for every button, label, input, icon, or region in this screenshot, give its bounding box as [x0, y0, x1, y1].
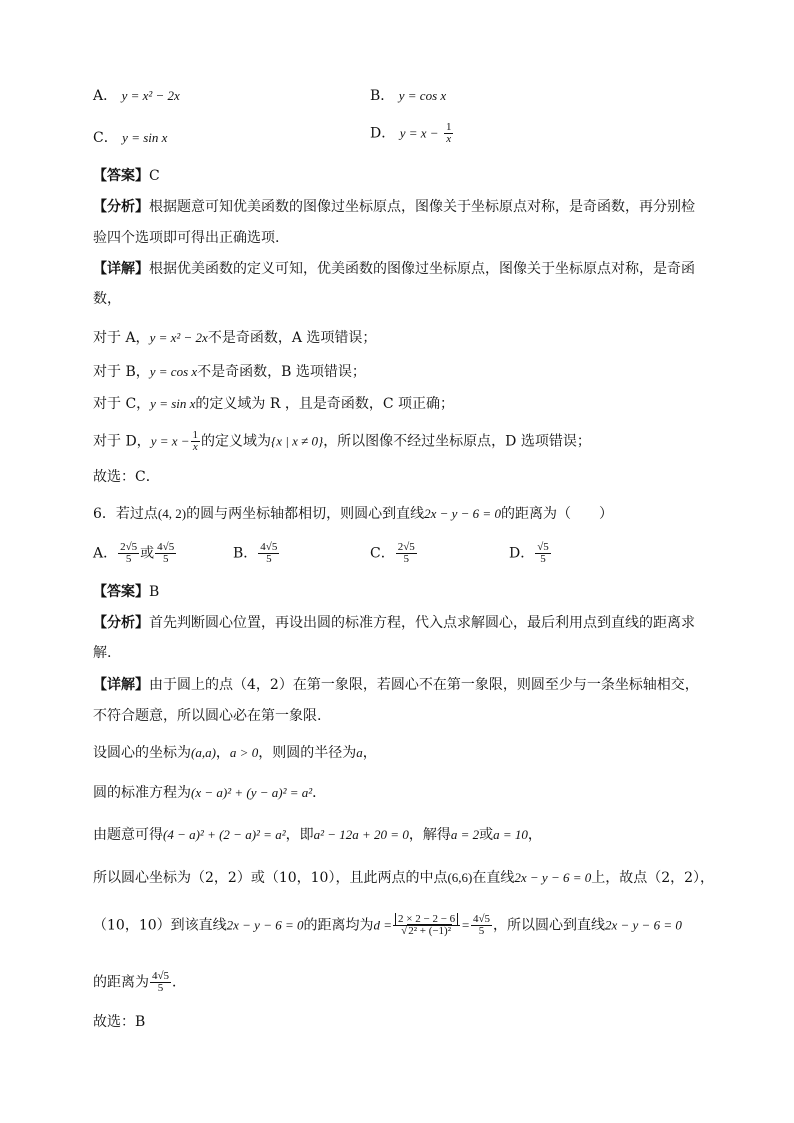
check-a-lead: 对于 A， — [93, 330, 150, 346]
eq-sep: ，即 — [285, 827, 314, 843]
q5-check-c — [93, 394, 701, 414]
q6-midpoint — [93, 868, 715, 888]
center-lead: 设圆心的坐标为 — [93, 745, 191, 761]
analysis-tag: 【分析】 — [93, 199, 149, 215]
q6-final — [93, 971, 701, 1001]
q6-detail-text: 由于圆上的点（4，2）在第一象限，若圆心不在第一象限，则圆至少与一条坐标轴相交， — [149, 677, 699, 693]
check-c-lead: 对于 C， — [93, 396, 151, 412]
eq-or: 或 — [479, 827, 494, 843]
check-d-prefix: y = x − — [150, 433, 190, 449]
analysis-text: 根据题意可知优美函数的图像过坐标原点，图像关于坐标原点对称，是奇函数，再分别检 — [149, 199, 695, 215]
q5-conclusion: 故选：C． — [93, 469, 160, 485]
dist-middle: 的距离均为 — [303, 917, 374, 934]
std-lead: 圆的标准方程为 — [93, 785, 191, 801]
q6-option-c — [370, 542, 418, 565]
check-c-expr: y = sin x — [150, 396, 196, 411]
option-d-label: D． — [370, 125, 396, 142]
q6-stem-middle: 的圆与两坐标轴都相切，则圆心到直线 — [186, 506, 425, 522]
q6-analysis-line-2: 解. — [93, 645, 112, 661]
q6-solve-equation — [93, 825, 701, 845]
dist-result: $\frac{4√5}{5}$ — [472, 913, 490, 937]
q6-answer-tag: 【答案】 — [93, 584, 149, 600]
eq-solve-lead: ，解得 — [408, 827, 451, 843]
q5-option-row-cd — [93, 121, 701, 148]
answer-value: C — [149, 168, 160, 184]
detail-tag: 【详解】 — [93, 261, 149, 277]
check-d-domain-lead: 的定义域为 — [201, 433, 272, 450]
q6-analysis-tag: 【分析】 — [93, 615, 149, 631]
mid-point: (6,6) — [447, 870, 473, 885]
center-radius-lead: ，则圆的半径为 — [258, 745, 357, 761]
dist-d: d = — [373, 917, 393, 933]
q6-analysis-text: 首先判断圆心位置，再设出圆的标准方程，代入点求解圆心，最后利用点到直线的距离求 — [149, 615, 695, 631]
mid-tail: 上，故点（2，2）， — [591, 870, 715, 886]
dist-line: 2x − y − 6 = 0 — [226, 917, 304, 933]
q5-check-d — [93, 430, 701, 453]
dist-eq: = — [461, 917, 470, 933]
answer-tag: 【答案】 — [93, 168, 149, 184]
final-lead: 的距离为 — [93, 974, 149, 991]
mid-line: 2x − y − 6 = 0 — [514, 870, 592, 885]
q6-option-a-frac1: $\frac{2√5}{5}$ — [120, 541, 138, 565]
q6-option-a-label: A． — [93, 545, 118, 562]
option-a-label: A． — [93, 88, 118, 104]
q6-standard-equation — [93, 783, 701, 803]
q6-option-c-label: C． — [370, 545, 395, 562]
option-c-label: C． — [93, 130, 118, 146]
center-sep: ， — [215, 745, 230, 761]
q6-option-d-label: D． — [509, 545, 535, 562]
q6-detail-tag: 【详解】 — [93, 677, 149, 693]
q6-stem — [93, 504, 701, 524]
q6-option-a-frac2: $\frac{4√5}{5}$ — [157, 541, 175, 565]
detail-text: 根据优美函数的定义可知，优美函数的图像过坐标原点，图像关于坐标原点对称，是奇函 — [149, 261, 695, 277]
q6-options — [93, 542, 701, 570]
q6-analysis-line-1 — [93, 613, 701, 633]
check-a-expr: y = x² − 2x — [149, 330, 208, 345]
dist-formula: $\frac{2 \times 2 - 2 - 6}{\text{√2² + (−1)²}}$ — [393, 914, 460, 937]
check-b-result: 不是奇函数，B 选项错误； — [197, 364, 366, 380]
option-b-expr: y = cos x — [398, 88, 447, 103]
q6-detail-line-1 — [93, 675, 701, 695]
q5-check-b — [93, 362, 701, 382]
center-cond: a > 0 — [229, 745, 259, 760]
eq-tail: ， — [527, 827, 542, 843]
center-expr: (a,a) — [191, 745, 216, 760]
q5-detail-line-2: 数， — [93, 291, 121, 307]
center-tail: ， — [362, 745, 377, 761]
center-radius: a — [356, 745, 363, 760]
q6-distance — [93, 914, 701, 950]
q5-option-row-ab — [93, 86, 701, 106]
eq-expr: (4 − a)² + (2 − a)² = a² — [163, 827, 286, 842]
q6-option-a — [93, 542, 177, 565]
final-frac: $\frac{4√5}{5}$ — [152, 970, 170, 994]
check-d-result: ，所以图像不经过坐标原点，D 选项错误； — [323, 433, 591, 450]
q5-analysis-line-1 — [93, 197, 701, 217]
check-c-result: 的定义域为 R ，且是奇函数，C 项正确； — [195, 396, 455, 412]
option-b-label: B． — [370, 88, 395, 104]
std-tail: ． — [312, 785, 327, 801]
mid-lead: 所以圆心坐标为（2，2）或（10，10），且此两点的中点 — [93, 870, 448, 886]
check-d-domain-set: {x | x ≠ 0} — [271, 433, 324, 449]
check-b-lead: 对于 B， — [93, 364, 150, 380]
q6-answer — [93, 582, 701, 602]
q5-check-a — [93, 328, 701, 348]
q5-answer — [93, 166, 701, 186]
option-a-expr: y = x² − 2x — [121, 88, 180, 103]
q6-answer-value: B — [149, 584, 160, 600]
option-d-prefix: y = x − — [399, 125, 439, 141]
eq-lead: 由题意可得 — [93, 827, 163, 843]
q6-detail-line-2: 不符合题意，所以圆心必在第一象限. — [93, 708, 322, 724]
q5-detail-line-1 — [93, 259, 701, 279]
eq-expr2: a² − 12a + 20 = 0 — [313, 827, 409, 842]
q6-stem-point: (4, 2) — [157, 506, 187, 521]
check-b-expr: y = cos x — [149, 364, 198, 379]
eq-sol1: a = 2 — [450, 827, 480, 842]
q6-option-b-frac: $\frac{4√5}{5}$ — [260, 541, 278, 565]
q6-stem-tail: 的距离为（ ） — [500, 506, 613, 522]
option-c-expr: y = sin x — [122, 130, 168, 145]
dist-line2: 2x − y − 6 = 0 — [604, 917, 682, 933]
check-d-lead: 对于 D， — [93, 433, 151, 450]
q6-option-b — [233, 542, 280, 565]
q6-stem-line: 2x − y − 6 = 0 — [424, 506, 501, 521]
dist-conclusion: ，所以圆心到直线 — [492, 917, 605, 934]
option-d-fraction: $\frac{1}{x}$ — [445, 121, 452, 145]
q6-option-c-frac: $\frac{2√5}{5}$ — [397, 541, 415, 565]
check-d-fraction: $\frac{1}{x}$ — [192, 429, 199, 453]
q6-conclusion: 故选：B — [93, 1014, 146, 1030]
q5-analysis-line-2: 验四个选项即可得出正确选项. — [93, 230, 280, 246]
dist-lead: （10，10）到该直线 — [93, 917, 227, 934]
q6-option-d-frac: $\frac{√5}{5}$ — [537, 541, 549, 565]
q6-option-b-label: B． — [233, 545, 258, 562]
q6-option-d — [509, 542, 552, 565]
mid-middle: 在直线 — [472, 870, 515, 886]
std-expr: (x − a)² + (y − a)² = a² — [191, 785, 313, 800]
q6-option-a-or: 或 — [140, 545, 155, 562]
final-tail: ． — [172, 974, 187, 991]
check-a-result: 不是奇函数，A 选项错误； — [207, 330, 377, 346]
eq-sol2: a = 10 — [493, 827, 528, 842]
q6-center-setup — [93, 743, 701, 763]
q6-stem-lead: 6．若过点 — [93, 506, 158, 522]
